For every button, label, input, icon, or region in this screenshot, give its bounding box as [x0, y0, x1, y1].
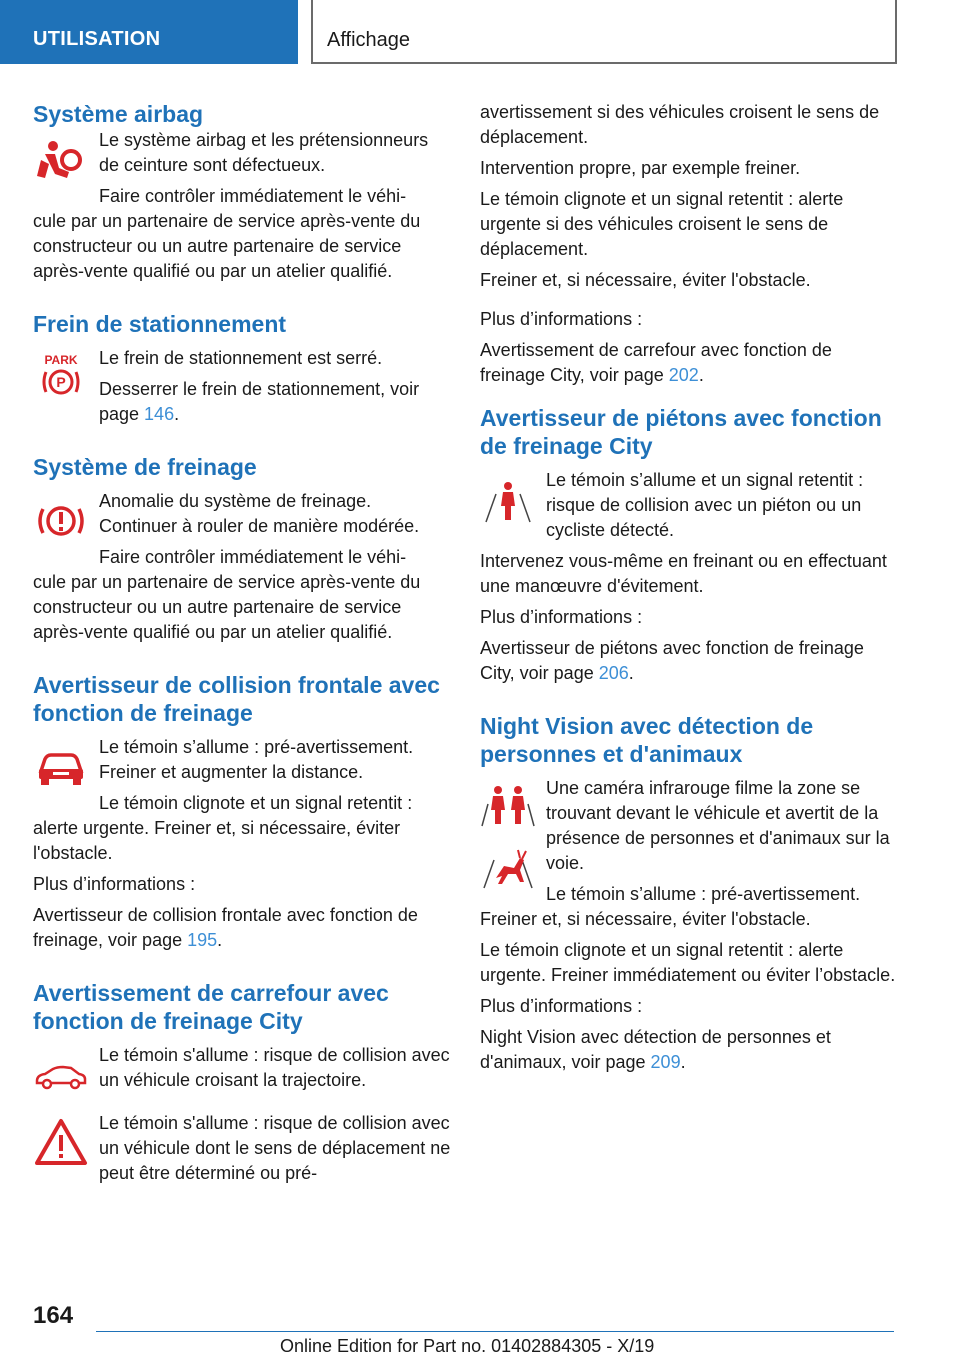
- section-label: UTILISATION: [33, 28, 161, 50]
- collision-text-2b: alerte urgente. Freiner et, si nécessaire, éviter l'obstacle.: [33, 818, 401, 863]
- park-icon-text: PARK: [44, 353, 78, 367]
- section-pedestrian-warning: [480, 404, 898, 686]
- crossroad-cont-text-1: avertissement si des véhicules croisent le sens de déplacement.: [480, 102, 880, 147]
- heading-airbag: Système airbag: [33, 101, 204, 127]
- night-text-1: Une caméra infrarouge filme la zone se trouvant devant le véhicule et avertit de la présence de personnes et d'animaux sur la voie.: [546, 778, 890, 873]
- section-tab: [0, 0, 298, 64]
- airbag-text-2a: Faire contrôler immédiatement le véhi-: [99, 186, 407, 206]
- left-column: [33, 100, 451, 1212]
- collision-text-2a: Le témoin clignote et un signal retentit :: [99, 793, 413, 813]
- section-crossroad-warning: [33, 979, 451, 1186]
- brake-text-2a: Faire contrôler immédiatement le véhi-: [99, 547, 407, 567]
- collision-reference: Avertisseur de collision frontale avec fonction de freinage, voir page 195.: [33, 905, 418, 950]
- night-more-info: Plus d’informations :: [480, 996, 643, 1016]
- car-side-icon: [33, 1049, 89, 1105]
- pedestrian-text-2: Intervenez vous-même en freinant ou en effectuant une manœuvre d'évitement.: [480, 551, 887, 596]
- parking-brake-icon: [33, 350, 89, 406]
- section-brake-system: [33, 453, 451, 645]
- night-text-2b: Freiner et, si nécessaire, éviter l'obstacle.: [480, 909, 811, 929]
- heading-crossroad-warning: Avertissement de carrefour avec fonction de freinage City: [33, 980, 389, 1034]
- warning-triangle-icon: [33, 1115, 89, 1171]
- pedestrian-text-1: Le témoin s’allume et un signal retentit : risque de collision avec un piéton ou un cycliste détecté.: [546, 470, 864, 540]
- section-night-vision: [480, 712, 898, 1075]
- footer-edition: Online Edition for Part no. 01402884305 - X/19: [280, 1336, 655, 1356]
- pedestrian-reference: Avertisseur de piétons avec fonction de freinage City, voir page 206.: [480, 638, 864, 683]
- topic-tab: [311, 0, 897, 64]
- collision-more-info: Plus d’informations :: [33, 874, 196, 894]
- page-link-206[interactable]: 206: [598, 663, 629, 683]
- night-reference: Night Vision avec détection de personnes et d'animaux, voir page 209.: [480, 1027, 831, 1072]
- section-collision-warning: [33, 671, 451, 953]
- pedestrian-more-info: Plus d’informations :: [480, 607, 643, 627]
- section-parking-brake: [33, 310, 451, 427]
- animal-icon: [480, 838, 536, 894]
- airbag-text-1: Le système airbag et les prétensionneurs de ceinture sont défectueux.: [99, 130, 429, 175]
- page-link-146[interactable]: 146: [144, 404, 175, 424]
- pedestrian-icon: [480, 472, 536, 528]
- right-column: [480, 100, 898, 1101]
- topic-label: Affichage: [327, 29, 411, 51]
- crossroad-cont-text-4: Freiner et, si nécessaire, éviter l'obstacle.: [480, 270, 811, 290]
- page-link-202[interactable]: 202: [668, 365, 699, 385]
- crossroad-text-1: Le témoin s'allume : risque de collision avec un véhicule croisant la trajectoire.: [99, 1045, 450, 1090]
- page-link-195[interactable]: 195: [187, 930, 218, 950]
- car-collision-icon: [33, 737, 89, 793]
- heading-collision-warning: Avertisseur de collision frontale avec fonction de freinage: [33, 672, 440, 726]
- persons-icon: [480, 778, 536, 834]
- section-crossroad-continued: [480, 100, 898, 388]
- heading-brake-system: Système de freinage: [33, 454, 257, 480]
- page-number: 164: [33, 1302, 74, 1329]
- airbag-text-2b: cule par un partenaire de service après-vente du constructeur ou un autre partenaire de service après-vente qualifié ou par un atelier qualifié.: [33, 211, 421, 281]
- collision-text-1: Le témoin s’allume : pré-avertissement. Freiner et augmenter la distance.: [99, 737, 414, 782]
- airbag-warning-icon: [33, 134, 89, 190]
- brake-warning-icon: [33, 493, 89, 549]
- footer-divider: [96, 1331, 894, 1332]
- heading-night-vision: Night Vision avec détection de personnes et d'animaux: [480, 713, 814, 767]
- crossroad-cont-text-3: Le témoin clignote et un signal retentit : alerte urgente si des véhicules croisent le sens de déplacement.: [480, 189, 844, 259]
- heading-pedestrian-warning: Avertisseur de piétons avec fonction de freinage City: [480, 405, 882, 459]
- crossroad-text-2: Le témoin s'allume : risque de collision avec un véhicule dont le sens de déplacement ne peut être déterminé ou pré-: [99, 1113, 451, 1183]
- crossroad-more-info: Plus d’informations :: [480, 309, 643, 329]
- svg-text:P: P: [56, 374, 66, 390]
- brake-text-1: Anomalie du système de freinage. Continuer à rouler de manière modérée.: [99, 491, 420, 536]
- night-text-2a: Le témoin s’allume : pré-avertissement.: [546, 884, 861, 904]
- parking-text-2: Desserrer le frein de stationnement, voir page 146.: [99, 379, 420, 424]
- crossroad-reference: Avertissement de carrefour avec fonction de freinage City, voir page 202.: [480, 340, 832, 385]
- heading-parking-brake: Frein de stationnement: [33, 311, 287, 337]
- page-link-209[interactable]: 209: [650, 1052, 681, 1072]
- night-text-3: Le témoin clignote et un signal retentit : alerte urgente. Freiner immédiatement ou éviter l’obstacle.: [480, 940, 896, 985]
- crossroad-cont-text-2: Intervention propre, par exemple freiner.: [480, 158, 801, 178]
- brake-text-2b: cule par un partenaire de service après-vente du constructeur ou un autre partenaire de service après-vente qualifié ou par un atelier qualifié.: [33, 572, 421, 642]
- section-airbag: [33, 100, 451, 284]
- parking-text-1: Le frein de stationnement est serré.: [99, 348, 383, 368]
